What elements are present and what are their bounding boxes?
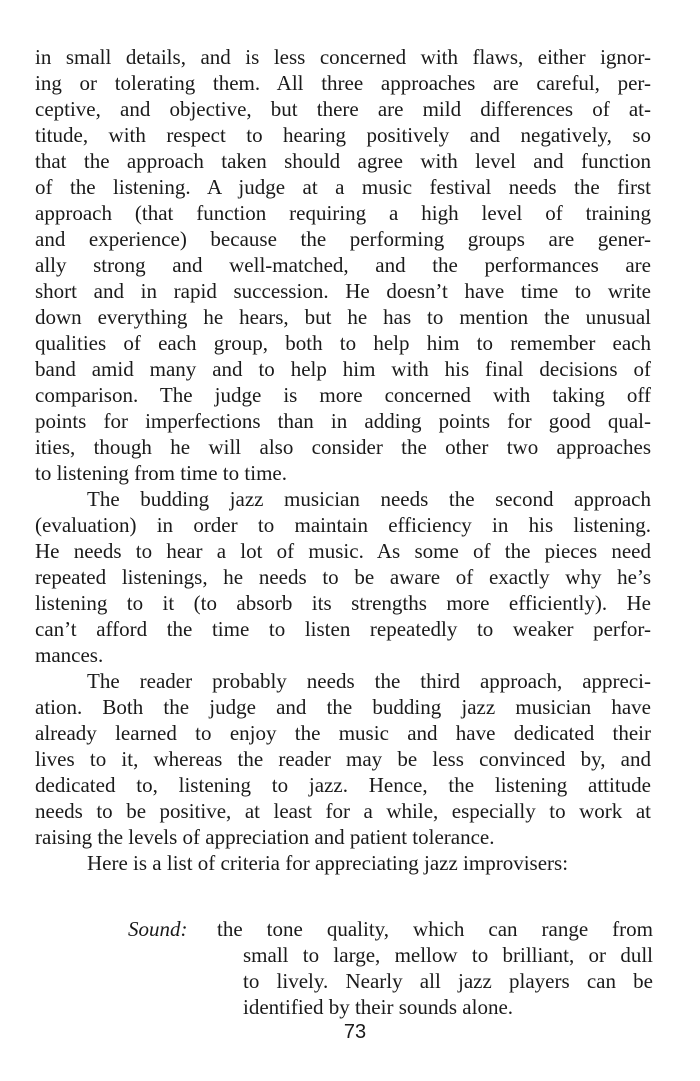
text-line: and experience) because the performing groups are gener- (35, 227, 651, 251)
text-line: short and in rapid succession. He doesn’t have time to write (35, 279, 651, 303)
criteria-definition-line: to lively. Nearly all jazz players can be (243, 969, 653, 993)
text-line: that the approach taken should agree with level and function (35, 149, 651, 173)
text-line: repeated listenings, he needs to be aware of exactly why he’s (35, 565, 651, 589)
text-line: raising the levels of appreciation and patient tolerance. (35, 825, 495, 849)
paragraph-first-line: Here is a list of criteria for appreciating jazz improvisers: (87, 851, 569, 875)
text-line: needs to be positive, at least for a while, especially to work at (35, 799, 651, 823)
text-line: qualities of each group, both to help him to remember each (35, 331, 651, 355)
criteria-term: Sound: (128, 917, 188, 941)
text-line: down everything he hears, but he has to mention the unusual (35, 305, 651, 329)
paragraph-first-line: The reader probably needs the third approach, appreci- (87, 669, 651, 693)
text-line: comparison. The judge is more concerned with taking off (35, 383, 651, 407)
text-line: band amid many and to help him with his final decisions of (35, 357, 651, 381)
criteria-definition-line: small to large, mellow to brilliant, or dull (243, 943, 653, 967)
text-line: titude, with respect to hearing positively and negatively, so (35, 123, 651, 147)
text-line: listening to it (to absorb its strengths more efficiently). He (35, 591, 651, 615)
text-line: already learned to enjoy the music and have dedicated their (35, 721, 651, 745)
text-line: to listening from time to time. (35, 461, 287, 485)
text-line: (evaluation) in order to maintain efficiency in his listening. (35, 513, 651, 537)
text-line: ing or tolerating them. All three approaches are careful, per- (35, 71, 651, 95)
page-number: 73 (343, 1021, 367, 1043)
text-line: points for imperfections than in adding points for good qual- (35, 409, 651, 433)
text-line: ally strong and well-matched, and the performances are (35, 253, 651, 277)
text-line: He needs to hear a lot of music. As some of the pieces need (35, 539, 651, 563)
text-line: approach (that function requiring a high level of training (35, 201, 651, 225)
text-line: can’t afford the time to listen repeatedly to weaker perfor- (35, 617, 651, 641)
text-line: ities, though he will also consider the other two approaches (35, 435, 651, 459)
text-line: in small details, and is less concerned with flaws, either ignor- (35, 45, 651, 69)
text-line: ation. Both the judge and the budding jazz musician have (35, 695, 651, 719)
criteria-definition-line: the tone quality, which can range from (217, 917, 653, 941)
text-line: mances. (35, 643, 104, 667)
text-line: of the listening. A judge at a music festival needs the first (35, 175, 651, 199)
text-line: ceptive, and objective, but there are mild differences of at- (35, 97, 651, 121)
text-line: dedicated to, listening to jazz. Hence, the listening attitude (35, 773, 651, 797)
text-line: lives to it, whereas the reader may be less convinced by, and (35, 747, 651, 771)
paragraph-first-line: The budding jazz musician needs the second approach (87, 487, 651, 511)
criteria-definition-line: identified by their sounds alone. (243, 995, 514, 1019)
